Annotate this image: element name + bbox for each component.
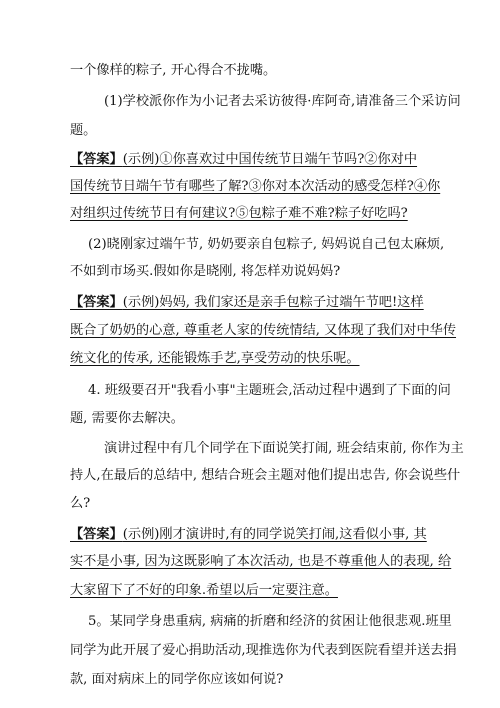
line-text: 实不是小事, 因为这既影响了本次活动, 也是不尊重他人的表现, 给 (70, 554, 452, 569)
text-line (70, 526, 427, 543)
line-text: (示例)妈妈, 我们家还是亲手包粽子过端午节吧!这样 (122, 295, 424, 310)
line-text: 题。 (70, 123, 97, 138)
text-line (88, 236, 444, 253)
line-text: 国传统节日端午节有哪些了解?③你对本次活动的感受怎样?④你 (70, 179, 441, 194)
text-line (70, 350, 360, 367)
text-line (70, 467, 460, 484)
line-text: 题, 需要你去解决。 (70, 411, 184, 426)
line-text: 演讲过程中有几个同学在下面说笑打闹, 班会结束前, 你作为主 (104, 441, 464, 456)
line-text: 一个像样的粽子, 开心得合不拢嘴。 (70, 63, 277, 78)
line-text: 统文化的传承, 还能锻炼手艺,享受劳动的快乐呢。 (70, 351, 360, 366)
text-line (70, 263, 340, 280)
line-text: 么? (70, 496, 91, 511)
line-text: 不如到市场买.假如你是晓刚, 将怎样劝说妈妈? (70, 264, 341, 279)
answer-tag: 【答案】 (70, 295, 123, 310)
text-line (70, 582, 338, 599)
line-text: 既合了奶奶的心意, 尊重老人家的传统情结, 又体现了我们对中华传 (70, 323, 457, 338)
line-text: (1)学校派你作为小记者去采访彼得·库阿奇,请准备三个采访问 (104, 94, 461, 109)
answer-tag: 【答案】 (70, 152, 123, 167)
text-line (70, 151, 417, 168)
text-line (70, 294, 424, 311)
line-text: 4. 班级要召开"我看小事"主题班会,活动过程中遇到了下面的问 (88, 383, 451, 398)
line-text: (示例)①你喜欢过中国传统节日端午节吗?②你对中 (122, 152, 418, 167)
line-text: 对组织过传统节日有何建议?⑤包粽子难不难?粽子好吃吗? (70, 206, 408, 221)
text-line (70, 671, 283, 688)
text-line (88, 382, 451, 399)
text-line (70, 205, 408, 222)
line-text: (2)晓刚家过端午节, 奶奶要亲自包粽子, 妈妈说自己包太麻烦, (88, 237, 445, 252)
text-line (88, 613, 452, 630)
text-line (70, 178, 440, 195)
text-line (70, 322, 456, 339)
line-text: 同学为此开展了爱心捐助活动,现推选你为代表到医院看望并送去捐 (70, 643, 457, 658)
line-text: 大家留下了不好的印象.希望以后一定要注意。 (70, 583, 338, 598)
line-text: 款, 面对病床上的同学你应该如何说? (70, 672, 284, 687)
text-line (70, 553, 451, 570)
text-line (70, 62, 276, 79)
text-line (70, 642, 457, 659)
answer-tag: 【答案】 (70, 527, 123, 542)
text-line (104, 93, 461, 110)
text-line (104, 440, 464, 457)
text-line (70, 495, 90, 512)
line-text: 5。某同学身患重病, 病痛的折磨和经济的贫困让他很悲观.班里 (88, 614, 452, 629)
text-line (70, 122, 96, 139)
line-text: 持人,在最后的总结中, 想结合班会主题对他们提出忠告, 你会说些什 (70, 468, 461, 483)
line-text: (示例)刚才演讲时,有的同学说笑打闹,这看似小事, 其 (122, 527, 427, 542)
text-line (70, 410, 184, 427)
